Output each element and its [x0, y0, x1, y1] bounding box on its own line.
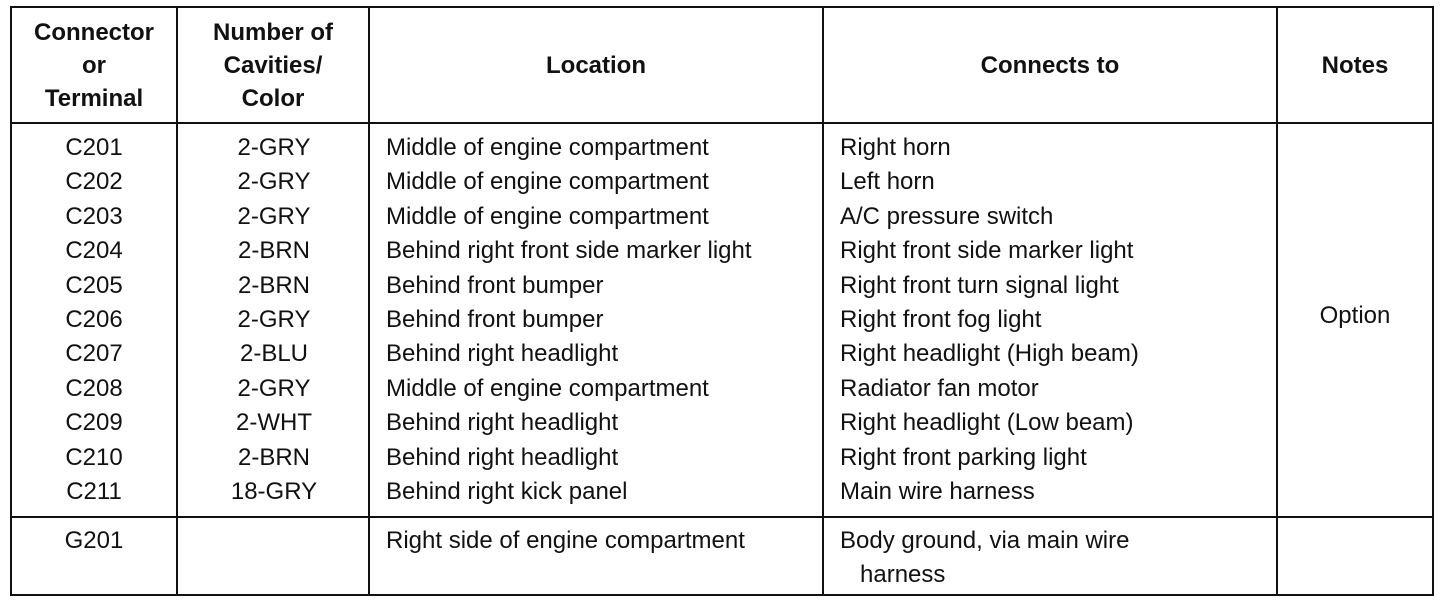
- row-connector: C208: [65, 374, 123, 402]
- row-connector: C203: [65, 202, 123, 230]
- notes-option: Option: [1319, 302, 1391, 329]
- row-cavities: 2-GRY: [237, 168, 311, 196]
- row-connector: C210: [65, 443, 123, 471]
- row-connects-to: Right horn: [840, 134, 951, 161]
- row-location: Behind right front side marker light: [386, 237, 752, 265]
- row-connector: C206: [65, 306, 123, 333]
- row-location: Middle of engine compartment: [386, 374, 709, 402]
- row-cavities: 2-GRY: [237, 374, 311, 402]
- section-divider: [12, 516, 1432, 518]
- row-connects-to: Left horn: [840, 168, 935, 196]
- row-cavities: 2-BRN: [237, 443, 310, 471]
- ground-connects-to-line: harness: [860, 561, 946, 589]
- row-connector: C211: [66, 478, 122, 505]
- ground-connects-to: [840, 524, 1280, 593]
- header-connector-line: Terminal: [44, 84, 144, 112]
- row-connects-to: Right front side marker light: [840, 237, 1134, 265]
- header-location: Location: [546, 51, 646, 79]
- row-cavities: 2-GRY: [237, 306, 311, 333]
- row-cavities: 2-WHT: [236, 409, 312, 437]
- row-connects-to: Right headlight (Low beam): [840, 409, 1134, 437]
- header-connector: [12, 8, 176, 122]
- row-connects-to: Radiator fan motor: [840, 374, 1039, 402]
- row-connector: C205: [65, 271, 123, 299]
- ground-connects-to-line: Body ground, via main wire: [840, 527, 1130, 554]
- header-cavities-line: Number of: [213, 18, 333, 46]
- row-connects-to: Main wire harness: [840, 478, 1035, 505]
- header-cavities-line: Color: [241, 84, 305, 112]
- row-connector: C204: [65, 237, 123, 265]
- row-connector: C209: [65, 409, 123, 437]
- row-location: Middle of engine compartment: [386, 202, 709, 230]
- row-location: Middle of engine compartment: [386, 134, 709, 161]
- row-location: Behind front bumper: [386, 271, 604, 299]
- header-connects-to: Connects to: [980, 51, 1120, 79]
- header-divider: [12, 122, 1432, 124]
- row-connects-to: A/C pressure switch: [840, 202, 1054, 230]
- row-cavities: 2-GRY: [237, 134, 311, 161]
- row-cavities: 2-BRN: [237, 271, 310, 299]
- row-connector: C207: [65, 340, 123, 368]
- row-connector: C201: [65, 134, 123, 161]
- header-connector-line: Connector: [34, 18, 154, 46]
- row-cavities: 18-GRY: [230, 478, 318, 505]
- header-cavities-line: Cavities/: [223, 51, 323, 79]
- row-connector: C202: [65, 168, 123, 196]
- row-connects-to: Right front parking light: [840, 443, 1087, 471]
- row-location: Middle of engine compartment: [386, 168, 709, 196]
- ground-location: Right side of engine compartment: [386, 527, 745, 554]
- row-location: Behind front bumper: [386, 306, 604, 333]
- header-connector-line: or: [82, 51, 106, 79]
- row-connects-to: Right front turn signal light: [840, 271, 1119, 299]
- row-location: Behind right headlight: [386, 443, 619, 471]
- row-cavities: 2-BLU: [239, 340, 309, 368]
- row-location: Behind right kick panel: [386, 478, 628, 505]
- row-cavities: 2-GRY: [237, 202, 311, 230]
- row-connects-to: Right headlight (High beam): [840, 340, 1139, 368]
- ground-connector: G201: [64, 527, 124, 554]
- header-cavities: [178, 8, 368, 122]
- row-location: Behind right headlight: [386, 340, 619, 368]
- connector-table: [10, 6, 1434, 596]
- row-location: Behind right headlight: [386, 409, 619, 437]
- header-notes: Notes: [1321, 51, 1389, 79]
- row-connects-to: Right front fog light: [840, 306, 1042, 333]
- row-cavities: 2-BRN: [237, 237, 310, 265]
